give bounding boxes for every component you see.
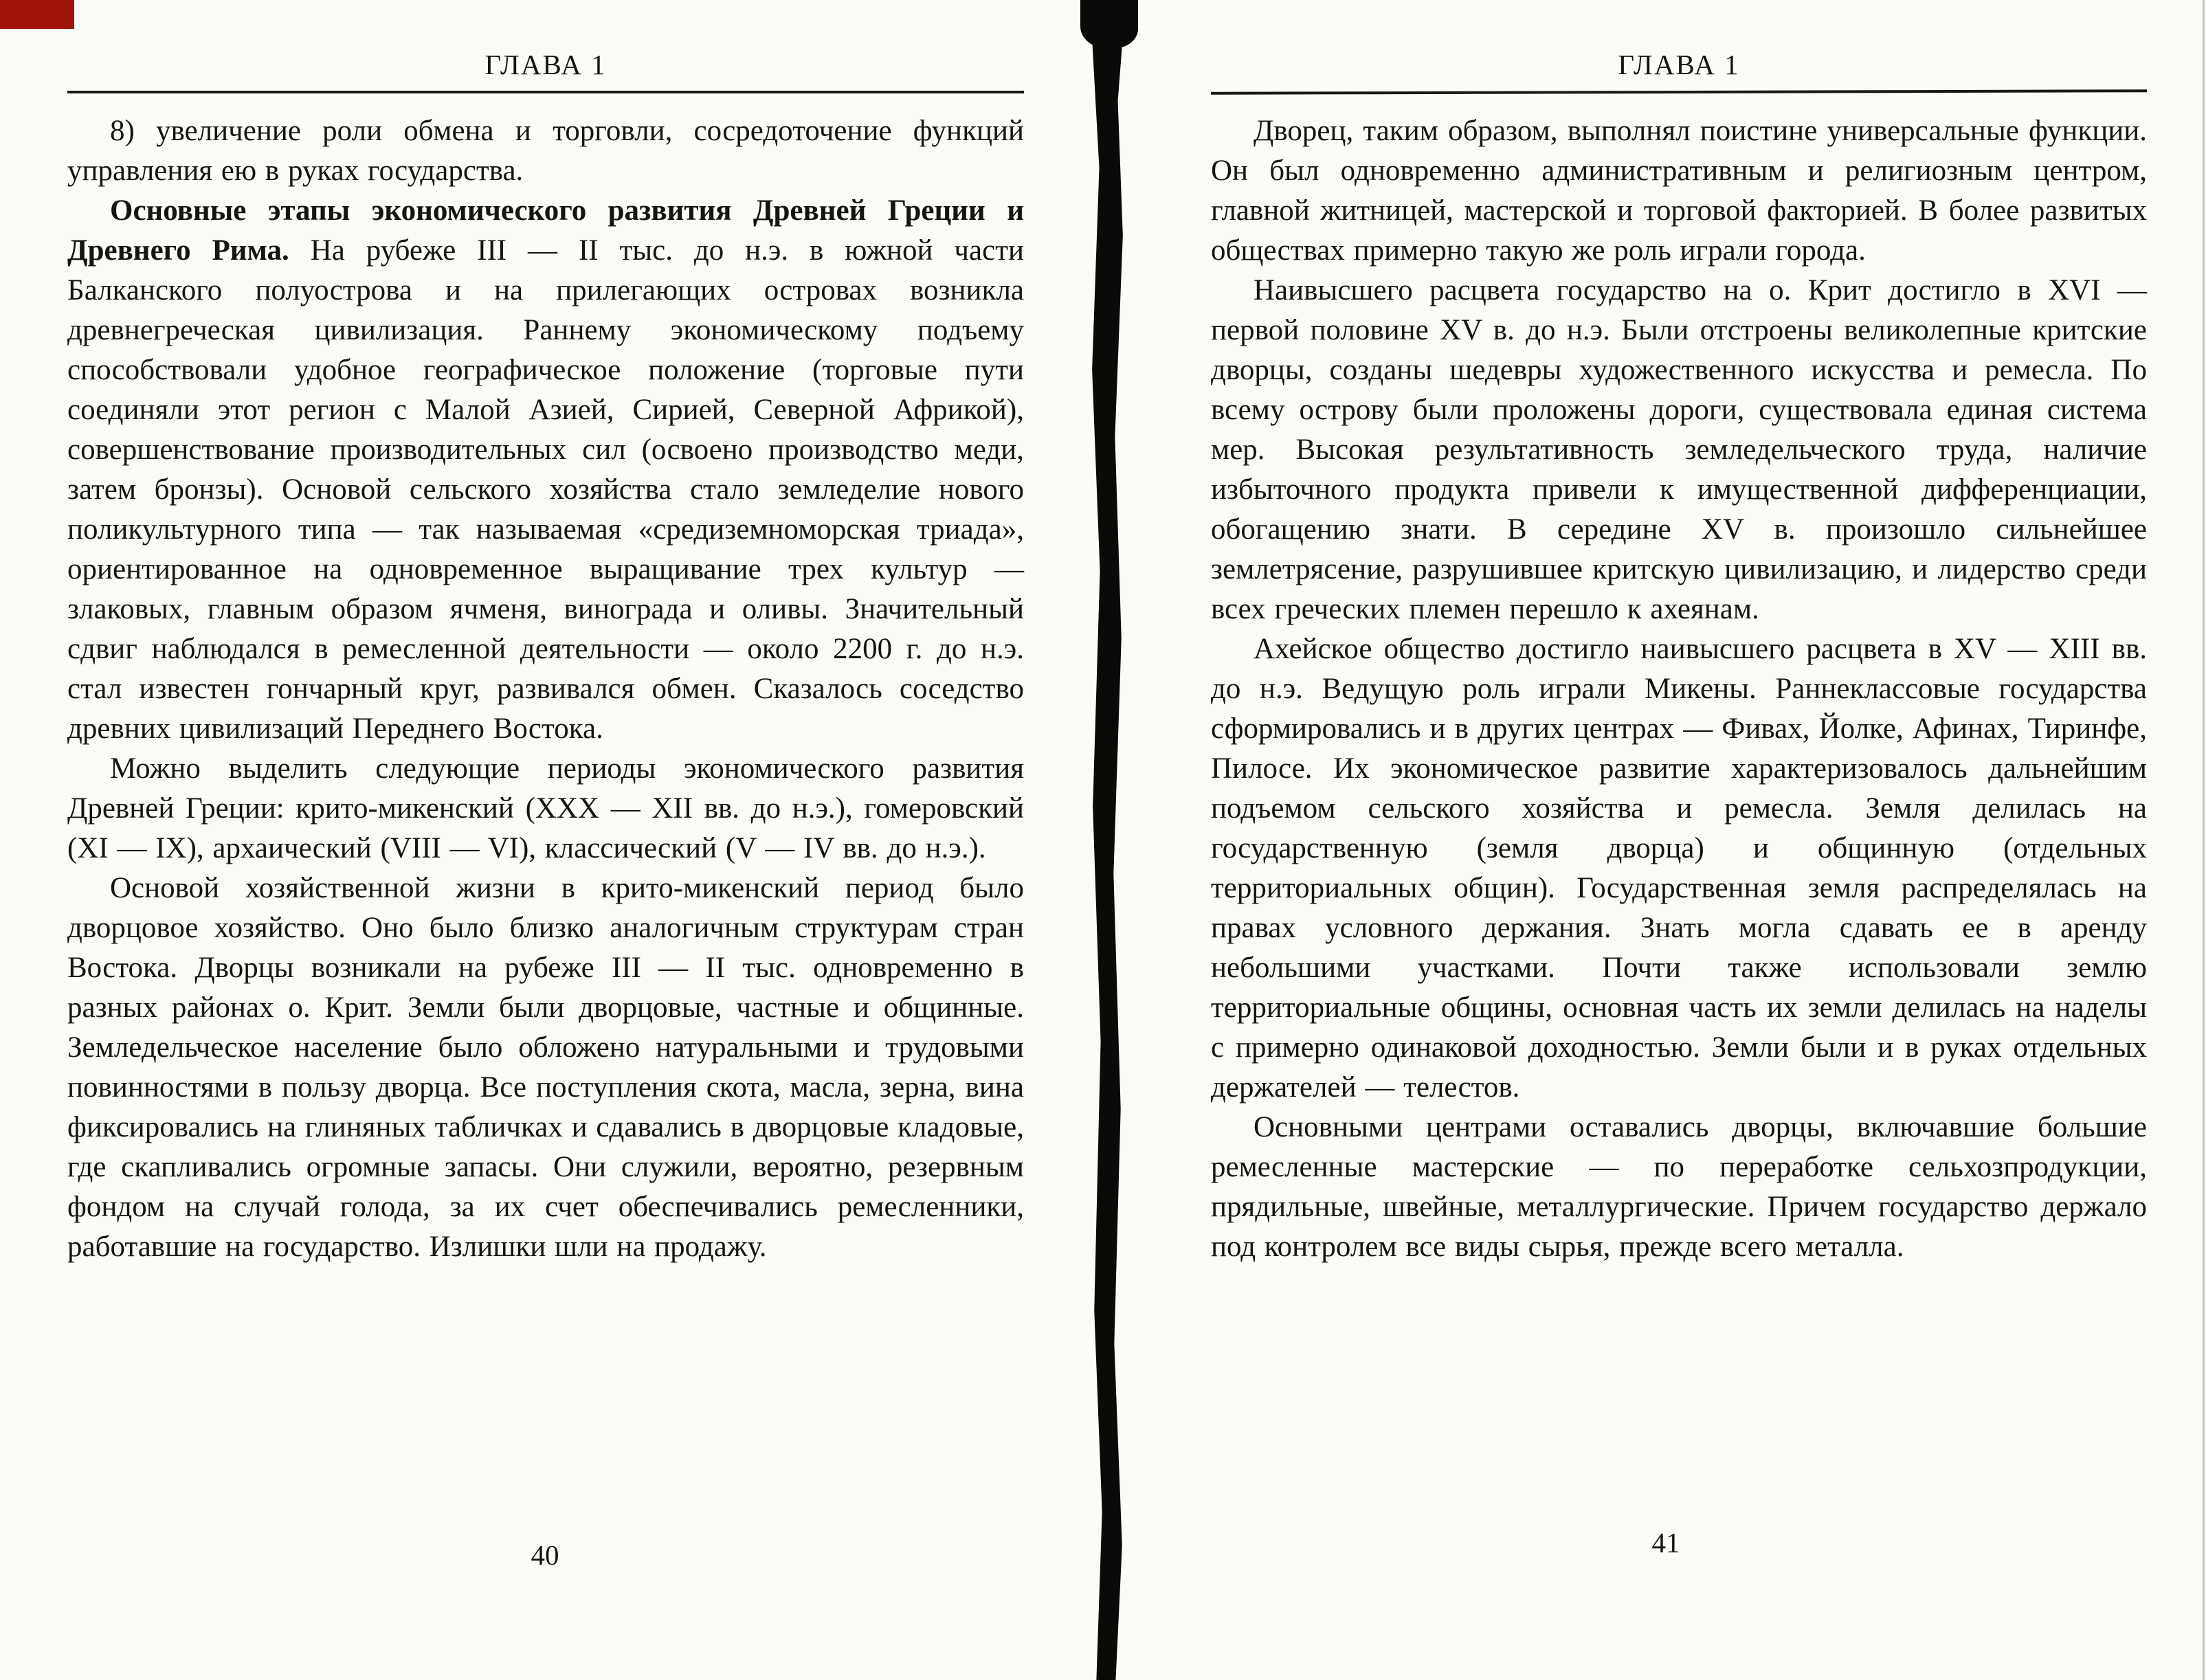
chapter-header-right: ГЛАВА 1 — [1618, 49, 1740, 80]
page-right — [1126, 0, 2206, 1680]
paragraph: Ахейское общество достигло наивысшего расцвета в XV — XIII вв. до н.э. Ведущую роль играли Микены. Раннеклассовые государства сформировались и в других центрах — Фивах, Йолке, Афинах, Тиринфе, Пилосе. Их экономическое развитие характеризовалось дальнейшим подъемом сельского хозяйства и ремесла. Земля делилась на государственную (земля дворца) и общинную (отдельных территориальных общин). Государственная земля распределялась на правах условного держания. Знать могла сдавать ее в аренду небольшими участками. Почти также использовали землю территориальные общины, основная часть их земли делилась на наделы с примерно одинаковой доходностью. Земли были и в руках отдельных держателей — телестов. — [1211, 633, 2147, 1104]
paragraph: Наивысшего расцвета государство на о. Крит достигло в XVI — первой половине XV в. до н.э. Были отстроены великолепные критские дворцы, созданы шедевры художественного искусства и ремесла. По всему острову были проложены дороги, существовала единая система мер. Высокая результативность земледельческого труда, наличие избыточного продукта привели к имущественной дифференциации, обогащению знати. В середине XV в. произошло сильнейшее землетрясение, разрушившее критскую цивилизацию, и лидерство среди всех греческих племен перешло к ахеянам. — [1211, 274, 2147, 625]
paragraph: Основой хозяйственной жизни в крито-микенский период было дворцовое хозяйство. Оно было близко аналогичным структурам стран Востока. Дворцы возникали на рубеже III — II тыс. одновременно в разных районах о. Крит. Земли были дворцовые, частные и общинные. Земледельческое население было обложено натуральными и трудовыми повинностями в пользу дворца. Все поступления скота, масла, зерна, вина фиксировались на глиняных табличках и сдавались в дворцовые кладовые, где скапливались огромные запасы. Они служили, вероятно, резервным фондом на случай голода, за их счет обеспечивались ремесленники, работавшие на государство. Излишки шли на продажу. — [67, 872, 1024, 1263]
page-number-right: 41 — [1651, 1527, 1680, 1558]
page-body-left — [67, 111, 1024, 1267]
chapter-header-left: ГЛАВА 1 — [484, 49, 607, 80]
paragraph-bold-lead: Основные этапы экономического развития Древней Греции и Древнего Рима. — [67, 194, 1024, 267]
paragraph: 8) увеличение роли обмена и торговли, сосредоточение функций управления ею в руках государства. — [67, 115, 1024, 187]
book-binding-shadow — [1090, 0, 1126, 1680]
header-rule-left — [67, 91, 1024, 93]
paragraph: Основными центрами оставались дворцы, включавшие большие ремесленные мастерские — по переработке сельхозпродукции, прядильные, швейные, металлургические. Причем государство держало под контролем все виды сырья, прежде всего металла. — [1211, 1111, 2147, 1263]
page-body-right — [1211, 111, 2147, 1267]
paragraph: Можно выделить следующие периоды экономического развития Древней Греции: крито-микенский (XXX — XII вв. до н.э.), гомеровский (XI — IX), архаический (VIII — VI), классический (V — IV вв. до н.э.). — [67, 752, 1024, 864]
page-left — [0, 0, 1090, 1680]
page-number-left: 40 — [531, 1539, 559, 1571]
paragraph: Дворец, таким образом, выполнял поистине универсальные функции. Он был одновременно административным и религиозным центром, главной житницей, мастерской и торговой факторией. В более развитых обществах примерно такую же роль играли города. — [1211, 115, 2147, 267]
paragraph: Основные этапы экономического развития Древней Греции и Древнего Рима. На рубеже III — II тыс. до н.э. в южной части Балканского полуострова и на прилегающих островах возникла древнегреческая цивилизация. Раннему экономическому подъему способствовали удобное географическое положение (торговые пути соединяли этот регион с Малой Азией, Сирией, Северной Африкой), совершенствование производительных сил (освоено производство меди, затем бронзы). Основой сельского хозяйства стало земледелие нового поликультурного типа — так называемая «средиземноморская триада», ориентированное на одновременное выращивание трех культур — злаковых, главным образом ячменя, винограда и оливы. Значительный сдвиг наблюдался в ремесленной деятельности — около 2200 г. до н.э. стал известен гончарный круг, развивался обмен. Сказалось соседство древних цивилизаций Переднего Востока. — [67, 194, 1024, 745]
